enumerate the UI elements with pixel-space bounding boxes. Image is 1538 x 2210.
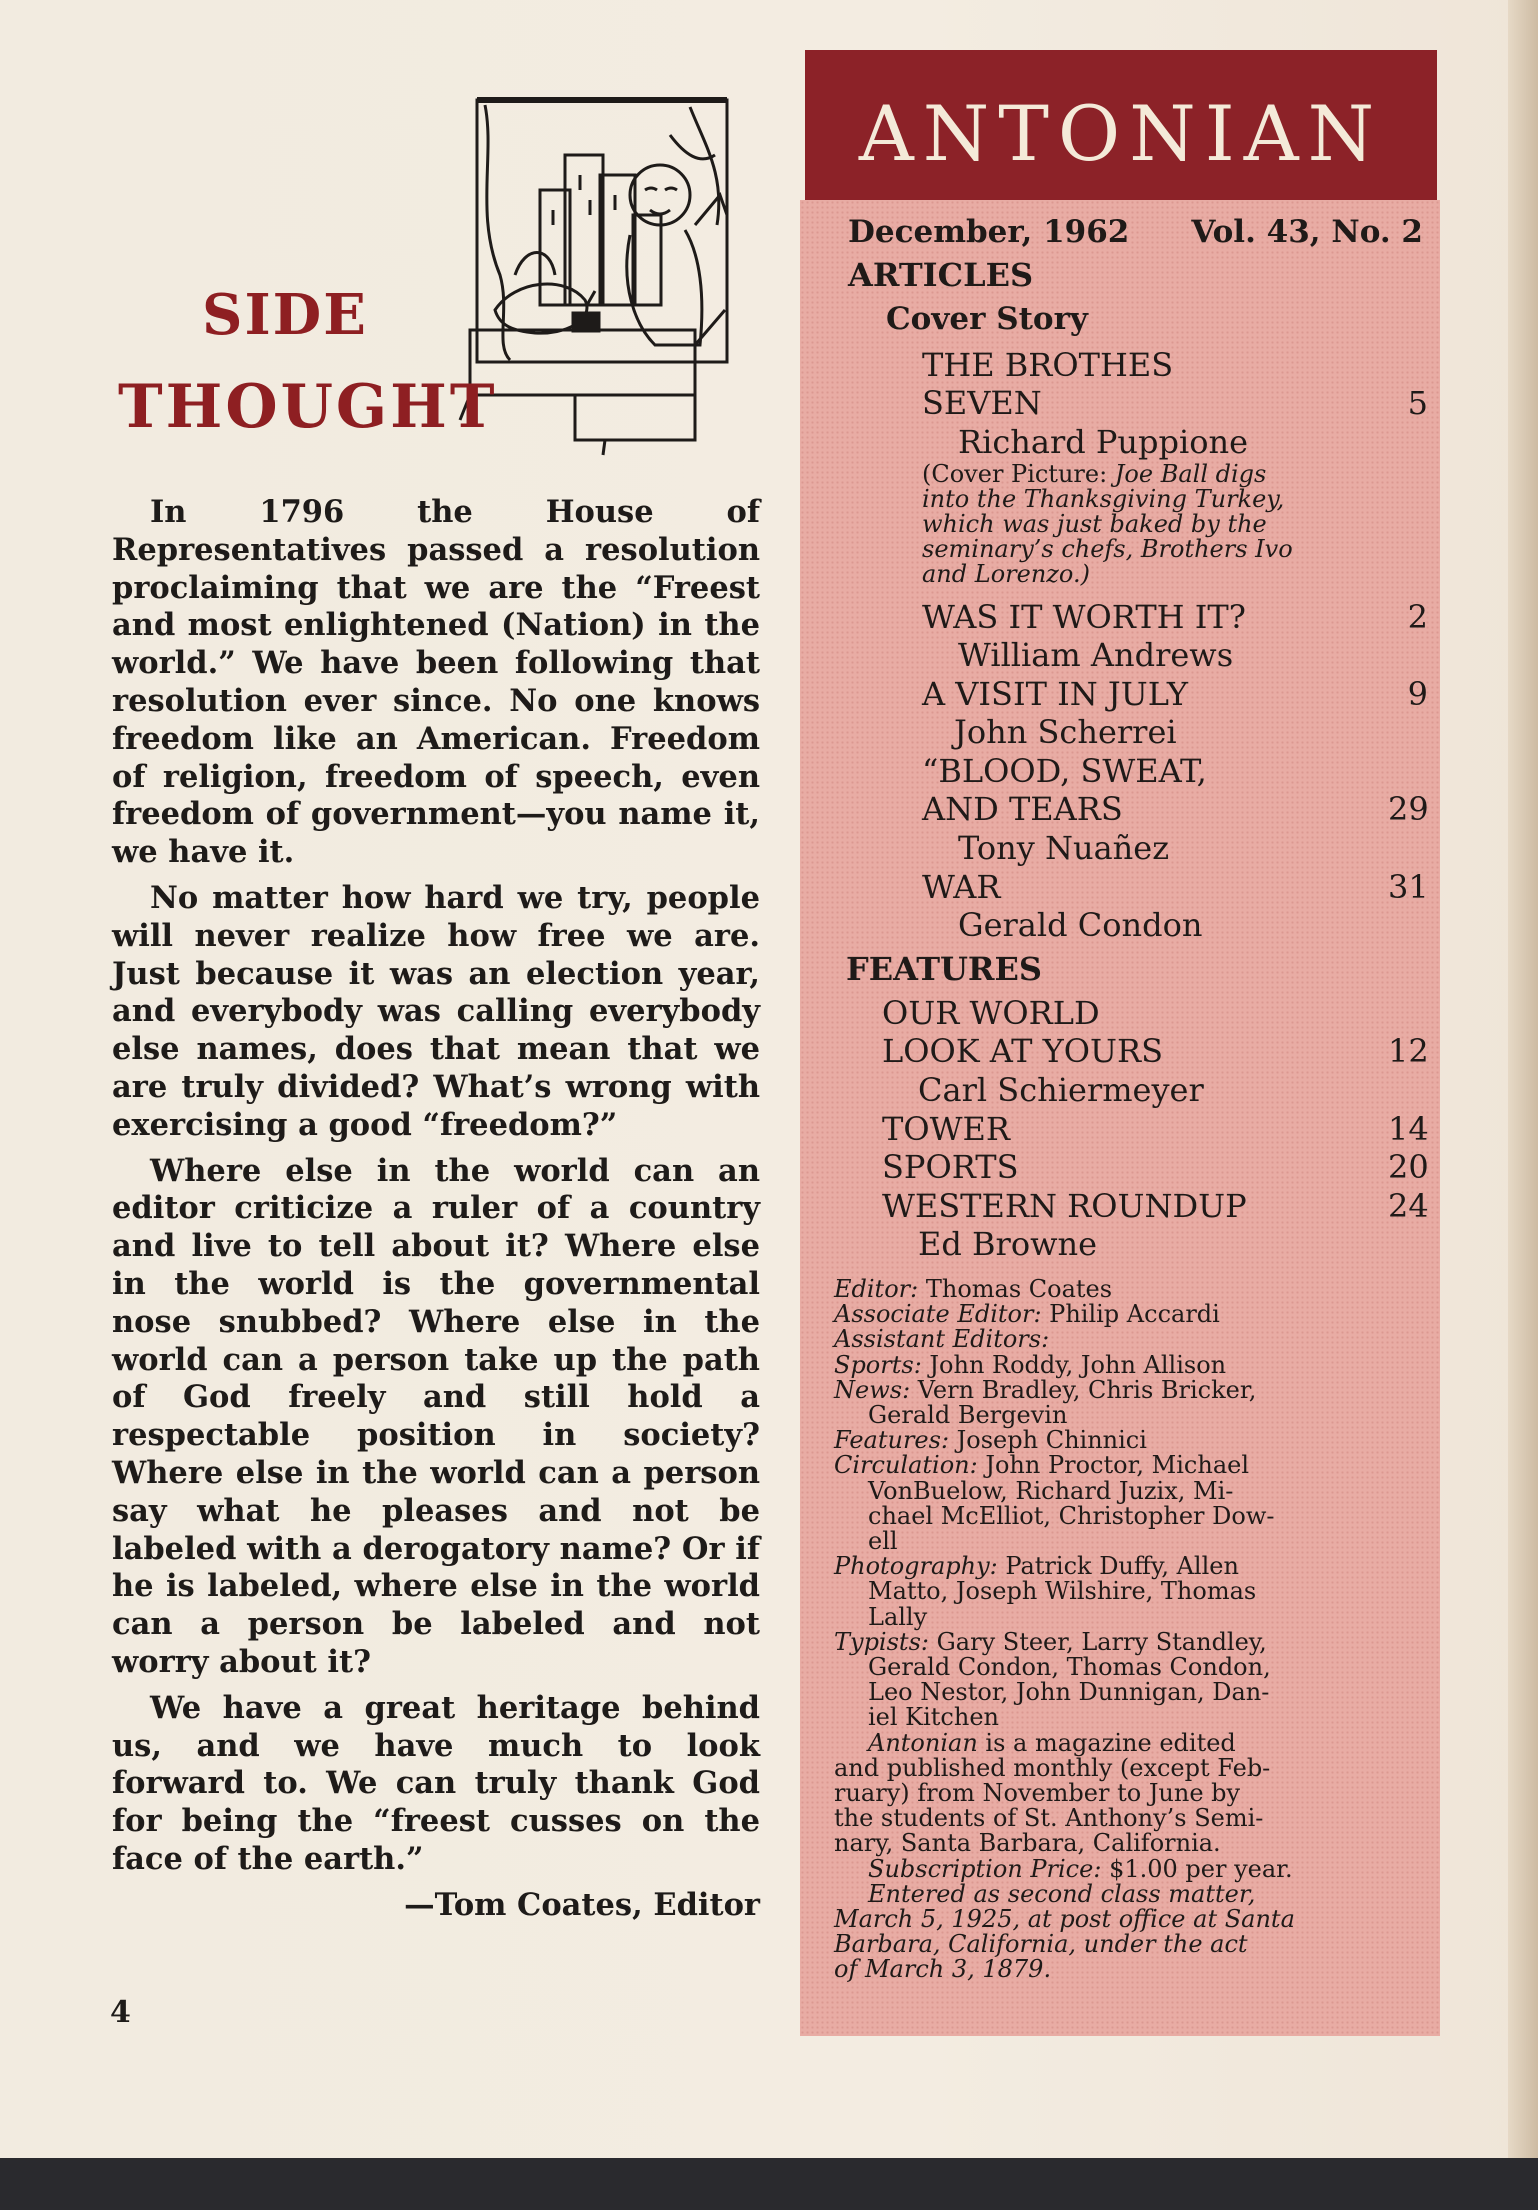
staff-names: Leo Nestor, John Dunnigan, Dan-: [868, 1678, 1270, 1707]
article-title: WAS IT WORTH IT?: [922, 598, 1246, 636]
issue-volume: Vol. 43, No. 2: [1191, 214, 1423, 250]
subscription-label: Subscription Price:: [868, 1854, 1102, 1883]
publication-info: and published monthly (except Feb-: [834, 1753, 1271, 1782]
cover-story-page: 5: [1407, 384, 1428, 422]
issue-line: [848, 214, 1423, 250]
issue-date: December, 1962: [848, 214, 1130, 250]
cover-story-author: Richard Puppione: [958, 423, 1249, 461]
staff-label: Features:: [834, 1426, 950, 1455]
feature-title: OUR WORLD: [882, 994, 1100, 1032]
article-author: Tony Nuañez: [958, 829, 1170, 867]
publication-info: nary, Santa Barbara, California.: [834, 1829, 1221, 1858]
cover-story-title: THE BROTHES: [922, 346, 1174, 384]
staff-names: Matto, Joseph Wilshire, Thomas: [868, 1577, 1257, 1606]
staff-names: Gerald Condon, Thomas Condon,: [868, 1653, 1271, 1682]
staff-names: Lally: [868, 1602, 928, 1631]
feature-page: 24: [1388, 1187, 1429, 1225]
mailing-info: Entered as second class matter,: [868, 1879, 1256, 1908]
article-page: 29: [1388, 790, 1429, 828]
feature-title: WESTERN ROUNDUP: [882, 1187, 1247, 1225]
features-heading: FEATURES: [846, 950, 1042, 988]
feature-page: 20: [1388, 1148, 1429, 1186]
editor-desk-illustration: [455, 95, 745, 465]
subscription-price: $1.00 per year.: [1109, 1854, 1293, 1883]
article-page: 2: [1407, 598, 1428, 636]
publication-name: Antonian: [868, 1728, 978, 1757]
cover-note-text: which was just baked by the: [922, 510, 1267, 538]
article-title: A VISIT IN JULY: [922, 675, 1189, 713]
editorial-heading-line1: SIDE: [202, 282, 368, 348]
cover-note-text: (Cover Picture:: [922, 460, 1115, 488]
masthead: [805, 50, 1437, 200]
mailing-info: March 5, 1925, at post office at Santa: [834, 1905, 1295, 1934]
article-author: John Scherrei: [954, 713, 1177, 751]
editorial-heading-line2: THOUGHT: [118, 372, 498, 442]
feature-page: 14: [1388, 1110, 1429, 1148]
article-title: AND TEARS: [922, 790, 1123, 828]
mailing-info: of March 3, 1879.: [834, 1955, 1052, 1984]
editorial-signature: —Tom Coates, Editor: [404, 1886, 760, 1923]
feature-author: Ed Browne: [918, 1225, 1098, 1263]
article-page: 9: [1407, 675, 1428, 713]
page-number: 4: [110, 1995, 131, 2030]
cover-picture-note: [922, 462, 1412, 587]
table-of-contents: [800, 200, 1440, 2036]
article-author: William Andrews: [958, 636, 1234, 674]
staff-names: Joseph Chinnici: [956, 1426, 1147, 1455]
feature-title: SPORTS: [882, 1148, 1019, 1186]
articles-heading: ARTICLES: [848, 256, 1034, 294]
staff-names: chael McElliot, Christopher Dow-: [868, 1501, 1275, 1530]
staff-names: Thomas Coates: [925, 1275, 1113, 1303]
staff-label: Circulation:: [834, 1451, 978, 1480]
feature-page: 12: [1388, 1032, 1429, 1070]
editorial-paragraph: In 1796 the House of Representatives passed a resolution proclaiming that we are the “Freest and most enlightened (Nation) in the world.” We have been following that resolution ever since. No one knows freedom like an American. Freedom of religion, freedom of speech, even freedom of government—you name it, we have it.: [112, 494, 760, 871]
article-title: “BLOOD, SWEAT,: [922, 752, 1207, 790]
staff-label: News:: [834, 1375, 911, 1404]
staff-label: Typists:: [834, 1627, 929, 1656]
staff-label: Editor:: [834, 1275, 919, 1303]
page-edge-shadow: [1508, 0, 1538, 2160]
masthead-title: ANTONIAN: [858, 89, 1384, 178]
editorial-paragraph: We have a great heritage behind us, and we have much to look forward to. We can truly thank God for being the “freest cusses on the face of the earth.”: [112, 1689, 760, 1877]
article-page: 31: [1388, 868, 1429, 906]
mailing-info: Barbara, California, under the act: [834, 1930, 1248, 1959]
feature-title: LOOK AT YOURS: [882, 1032, 1164, 1070]
staff-names: Gerald Bergevin: [868, 1401, 1068, 1430]
publication-info: is a magazine edited: [985, 1728, 1236, 1757]
staff-masthead: [834, 1277, 1419, 1983]
staff-names: iel Kitchen: [868, 1703, 999, 1732]
bottom-dark-band: [0, 2158, 1538, 2210]
staff-names: ell: [868, 1527, 898, 1556]
article-author: Gerald Condon: [958, 906, 1203, 944]
editorial-paragraph: No matter how hard we try, people will never realize how free we are. Just because it was an election year, and everybody was calling everybody else names, does that mean that we are truly divided? What’s wrong with exercising a good “freedom?”: [112, 879, 760, 1143]
staff-names: John Proctor, Michael: [985, 1451, 1250, 1480]
cover-note-text: and Lorenzo.): [922, 560, 1090, 588]
cover-note-text: Joe Ball digs: [1114, 460, 1267, 488]
cover-note-text: into the Thanksgiving Turkey,: [922, 485, 1285, 513]
staff-label: Sports:: [834, 1350, 922, 1379]
cover-story-title: SEVEN: [922, 384, 1042, 422]
staff-names: John Roddy, John Allison: [929, 1350, 1227, 1379]
publication-info: the students of St. Anthony’s Semi-: [834, 1804, 1264, 1833]
article-title: WAR: [922, 868, 1001, 906]
staff-label: Photography:: [834, 1552, 998, 1581]
editorial-body: [112, 494, 760, 1932]
editorial-paragraph: Where else in the world can an editor criticize a ruler of a country and live to tell about it? Where else in the world is the governmental nose snubbed? Where else in the world can a person take up the path of God freely and still hold a respectable position in society? Where else in the world can a person say what he pleases and not be labeled with a derogatory name? Or if he is labeled, where else in the world can a person be labeled and not worry about it?: [112, 1152, 760, 1680]
publication-info: ruary) from November to June by: [834, 1779, 1241, 1808]
staff-names: VonBuelow, Richard Juzix, Mi-: [868, 1476, 1234, 1505]
cover-story-heading: Cover Story: [886, 301, 1088, 337]
staff-names: Philip Accardi: [1049, 1300, 1220, 1329]
staff-label: Associate Editor:: [834, 1300, 1042, 1329]
feature-title: TOWER: [882, 1110, 1010, 1148]
staff-names: Gary Steer, Larry Standley,: [936, 1627, 1267, 1656]
cover-note-text: seminary’s chefs, Brothers Ivo: [922, 535, 1293, 563]
staff-label: Assistant Editors:: [834, 1325, 1050, 1354]
staff-names: Patrick Duffy, Allen: [1005, 1552, 1239, 1581]
staff-names: Vern Bradley, Chris Bricker,: [917, 1375, 1257, 1404]
feature-author: Carl Schiermeyer: [918, 1071, 1204, 1109]
